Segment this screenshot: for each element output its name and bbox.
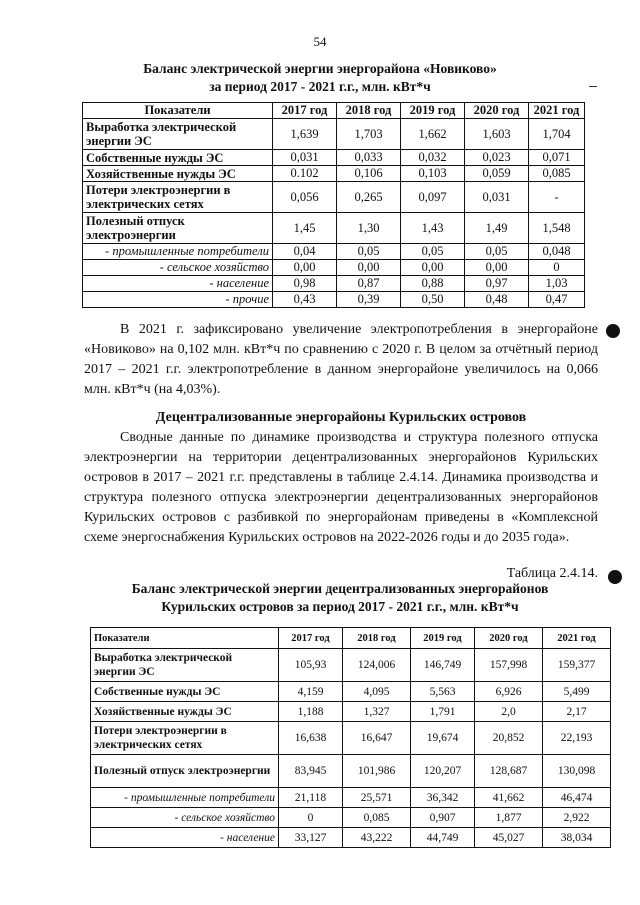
row-label: Полезный отпуск электроэнергии xyxy=(91,755,279,788)
cell-value: 1,662 xyxy=(401,119,465,150)
table1-title-line1: Баланс электрической энергии энергорайона «Новиково» xyxy=(143,61,497,76)
table1-header: 2019 год xyxy=(401,103,465,119)
cell-value: 0,97 xyxy=(465,276,529,292)
cell-value: 0,085 xyxy=(529,166,585,182)
cell-value: 0.102 xyxy=(273,166,337,182)
table-row xyxy=(91,808,611,828)
cell-value: 128,687 xyxy=(475,755,543,788)
section-heading: Децентрализованные энергорайоны Курильских островов xyxy=(155,410,527,425)
cell-value: 105,93 xyxy=(279,649,343,682)
table2-title-line1: Баланс электрической энергии децентрализованных энергорайонов xyxy=(131,581,549,596)
table2-header: 2017 год xyxy=(279,628,343,649)
cell-value: 0,056 xyxy=(273,182,337,213)
table-row xyxy=(91,788,611,808)
cell-value: 6,926 xyxy=(475,682,543,702)
cell-value: 120,207 xyxy=(411,755,475,788)
cell-value: 0 xyxy=(279,808,343,828)
cell-value: 1,327 xyxy=(343,702,411,722)
row-label: Хозяйственные нужды ЭС xyxy=(91,702,279,722)
cell-value: 0,907 xyxy=(411,808,475,828)
cell-value: 0,106 xyxy=(337,166,401,182)
paragraph-consumption-increase: В 2021 г. зафиксировано увеличение электропотребления в энергорайоне «Новиково» на 0,102 млн. кВт*ч по сравнению с 2020 г. В целом за отчётный период 2017 – 2021 г.г. электропотребление в данном энергорайоне увеличилось на 0,066 млн. кВт*ч (на 4,03%). xyxy=(84,322,598,397)
cell-value: 41,662 xyxy=(475,788,543,808)
cell-value: 4,095 xyxy=(343,682,411,702)
table2-title xyxy=(60,580,620,616)
table-number: Таблица 2.4.14. xyxy=(506,566,598,581)
cell-value: 5,563 xyxy=(411,682,475,702)
cell-value: 0,88 xyxy=(401,276,465,292)
cell-value: 0,048 xyxy=(529,244,585,260)
cell-value: 38,034 xyxy=(543,828,611,848)
table2-header: 2020 год xyxy=(475,628,543,649)
table-row xyxy=(91,722,611,755)
row-label: - сельское хозяйство xyxy=(83,260,273,276)
table-row xyxy=(83,244,585,260)
table1 xyxy=(82,102,585,308)
cell-value: 43,222 xyxy=(343,828,411,848)
cell-value: 46,474 xyxy=(543,788,611,808)
cell-value: 1,791 xyxy=(411,702,475,722)
cell-value: 45,027 xyxy=(475,828,543,848)
cell-value: 0,39 xyxy=(337,292,401,308)
row-label: Выработка электрической энергии ЭС xyxy=(91,649,279,682)
table-row xyxy=(91,828,611,848)
cell-value: 0,023 xyxy=(465,150,529,166)
cell-value: 0,05 xyxy=(401,244,465,260)
table1-header: 2021 год xyxy=(529,103,585,119)
cell-value: 0,87 xyxy=(337,276,401,292)
table-row xyxy=(83,276,585,292)
row-label: - промышленные потребители xyxy=(91,788,279,808)
cell-value: 1,30 xyxy=(337,213,401,244)
table-row xyxy=(91,702,611,722)
cell-value: 1,877 xyxy=(475,808,543,828)
cell-value: 0,031 xyxy=(465,182,529,213)
row-label: - население xyxy=(83,276,273,292)
cell-value: 0,00 xyxy=(337,260,401,276)
cell-value: 146,749 xyxy=(411,649,475,682)
cell-value: 1,45 xyxy=(273,213,337,244)
row-label: Выработка электрической энергии ЭС xyxy=(83,119,273,150)
row-label: - прочие xyxy=(83,292,273,308)
table1-header: Показатели xyxy=(83,103,273,119)
cell-value: 21,118 xyxy=(279,788,343,808)
table-row xyxy=(83,213,585,244)
cell-value: 2,0 xyxy=(475,702,543,722)
table2-title-line2: Курильских островов за период 2017 - 2021 г.г., млн. кВт*ч xyxy=(161,599,519,614)
cell-value: 0,00 xyxy=(465,260,529,276)
table1-header: 2017 год xyxy=(273,103,337,119)
table-row xyxy=(83,119,585,150)
row-label: Хозяйственные нужды ЭС xyxy=(83,166,273,182)
cell-value: 0,265 xyxy=(337,182,401,213)
cell-value: 83,945 xyxy=(279,755,343,788)
cell-value: 0,50 xyxy=(401,292,465,308)
cell-value: 1,43 xyxy=(401,213,465,244)
cell-value: 0,00 xyxy=(401,260,465,276)
cell-value: 101,986 xyxy=(343,755,411,788)
cell-value: 0,103 xyxy=(401,166,465,182)
table1-header: 2020 год xyxy=(465,103,529,119)
table2-header: Показатели xyxy=(91,628,279,649)
cell-value: 1,603 xyxy=(465,119,529,150)
table2-header-row xyxy=(91,628,611,649)
cell-value: 1,639 xyxy=(273,119,337,150)
cell-value: 16,647 xyxy=(343,722,411,755)
cell-value: 1,188 xyxy=(279,702,343,722)
table-row xyxy=(91,649,611,682)
cell-value: 1,49 xyxy=(465,213,529,244)
cell-value: 0,48 xyxy=(465,292,529,308)
cell-value: 130,098 xyxy=(543,755,611,788)
cell-value: 0,059 xyxy=(465,166,529,182)
table-row xyxy=(91,755,611,788)
cell-value: 1,03 xyxy=(529,276,585,292)
cell-value: 1,704 xyxy=(529,119,585,150)
cell-value: 0,43 xyxy=(273,292,337,308)
cell-value: 20,852 xyxy=(475,722,543,755)
cell-value: 0,98 xyxy=(273,276,337,292)
row-label: - промышленные потребители xyxy=(83,244,273,260)
cell-value: 16,638 xyxy=(279,722,343,755)
cell-value: 33,127 xyxy=(279,828,343,848)
table-row xyxy=(83,166,585,182)
cell-value: 0,031 xyxy=(273,150,337,166)
cell-value: 22,193 xyxy=(543,722,611,755)
row-label: Полезный отпуск электроэнергии xyxy=(83,213,273,244)
cell-value: 0,097 xyxy=(401,182,465,213)
cell-value: 0,00 xyxy=(273,260,337,276)
row-label: Потери электроэнергии в электрических сетях xyxy=(91,722,279,755)
cell-value: 44,749 xyxy=(411,828,475,848)
row-label: Собственные нужды ЭС xyxy=(83,150,273,166)
cell-value: 19,674 xyxy=(411,722,475,755)
table2-header: 2021 год xyxy=(543,628,611,649)
page-number: 54 xyxy=(313,34,327,49)
table-row xyxy=(83,260,585,276)
cell-value: 36,342 xyxy=(411,788,475,808)
cell-value: 0,071 xyxy=(529,150,585,166)
table2-header: 2018 год xyxy=(343,628,411,649)
cell-value: 0,085 xyxy=(343,808,411,828)
table1-title-line2: за период 2017 - 2021 г.г., млн. кВт*ч xyxy=(209,79,431,94)
cell-value: 0 xyxy=(529,260,585,276)
table2-header: 2019 год xyxy=(411,628,475,649)
row-label: Собственные нужды ЭС xyxy=(91,682,279,702)
table-row xyxy=(83,150,585,166)
table-row xyxy=(91,682,611,702)
row-label: Потери электроэнергии в электрических сетях xyxy=(83,182,273,213)
cell-value: 159,377 xyxy=(543,649,611,682)
table-row xyxy=(83,182,585,213)
cell-value: 0,04 xyxy=(273,244,337,260)
cell-value: 5,499 xyxy=(543,682,611,702)
cell-value: 0,05 xyxy=(337,244,401,260)
cell-value: 0,05 xyxy=(465,244,529,260)
cell-value: - xyxy=(529,182,585,213)
table2 xyxy=(90,627,611,848)
row-label: - население xyxy=(91,828,279,848)
cell-value: 25,571 xyxy=(343,788,411,808)
cell-value: 0,033 xyxy=(337,150,401,166)
row-label: - сельское хозяйство xyxy=(91,808,279,828)
table1-header: 2018 год xyxy=(337,103,401,119)
table1-header-row xyxy=(83,103,585,119)
cell-value: 2,922 xyxy=(543,808,611,828)
scan-dot-mark xyxy=(606,324,620,338)
table1-title xyxy=(0,60,640,96)
cell-value: 2,17 xyxy=(543,702,611,722)
cell-value: 124,006 xyxy=(343,649,411,682)
cell-value: 1,548 xyxy=(529,213,585,244)
cell-value: 0,032 xyxy=(401,150,465,166)
cell-value: 0,47 xyxy=(529,292,585,308)
cell-value: 4,159 xyxy=(279,682,343,702)
paragraph-summary: Сводные данные по динамике производства и структура полезного отпуска электроэнергии на территории децентрализованных энергорайонов Курильских островов в 2017 – 2021 г.г. представлены в таблице 2.4.14. Динамика производства и структура полезного отпуска электроэнергии децентрализованных энергорайонов Курильских островов с разбивкой по энергорайонам приведены в «Комплексной схеме энергоснабжения Курильских островов на 2022-2026 годы и до 2035 года». xyxy=(84,430,598,545)
table-row xyxy=(83,292,585,308)
cell-value: 157,998 xyxy=(475,649,543,682)
cell-value: 1,703 xyxy=(337,119,401,150)
